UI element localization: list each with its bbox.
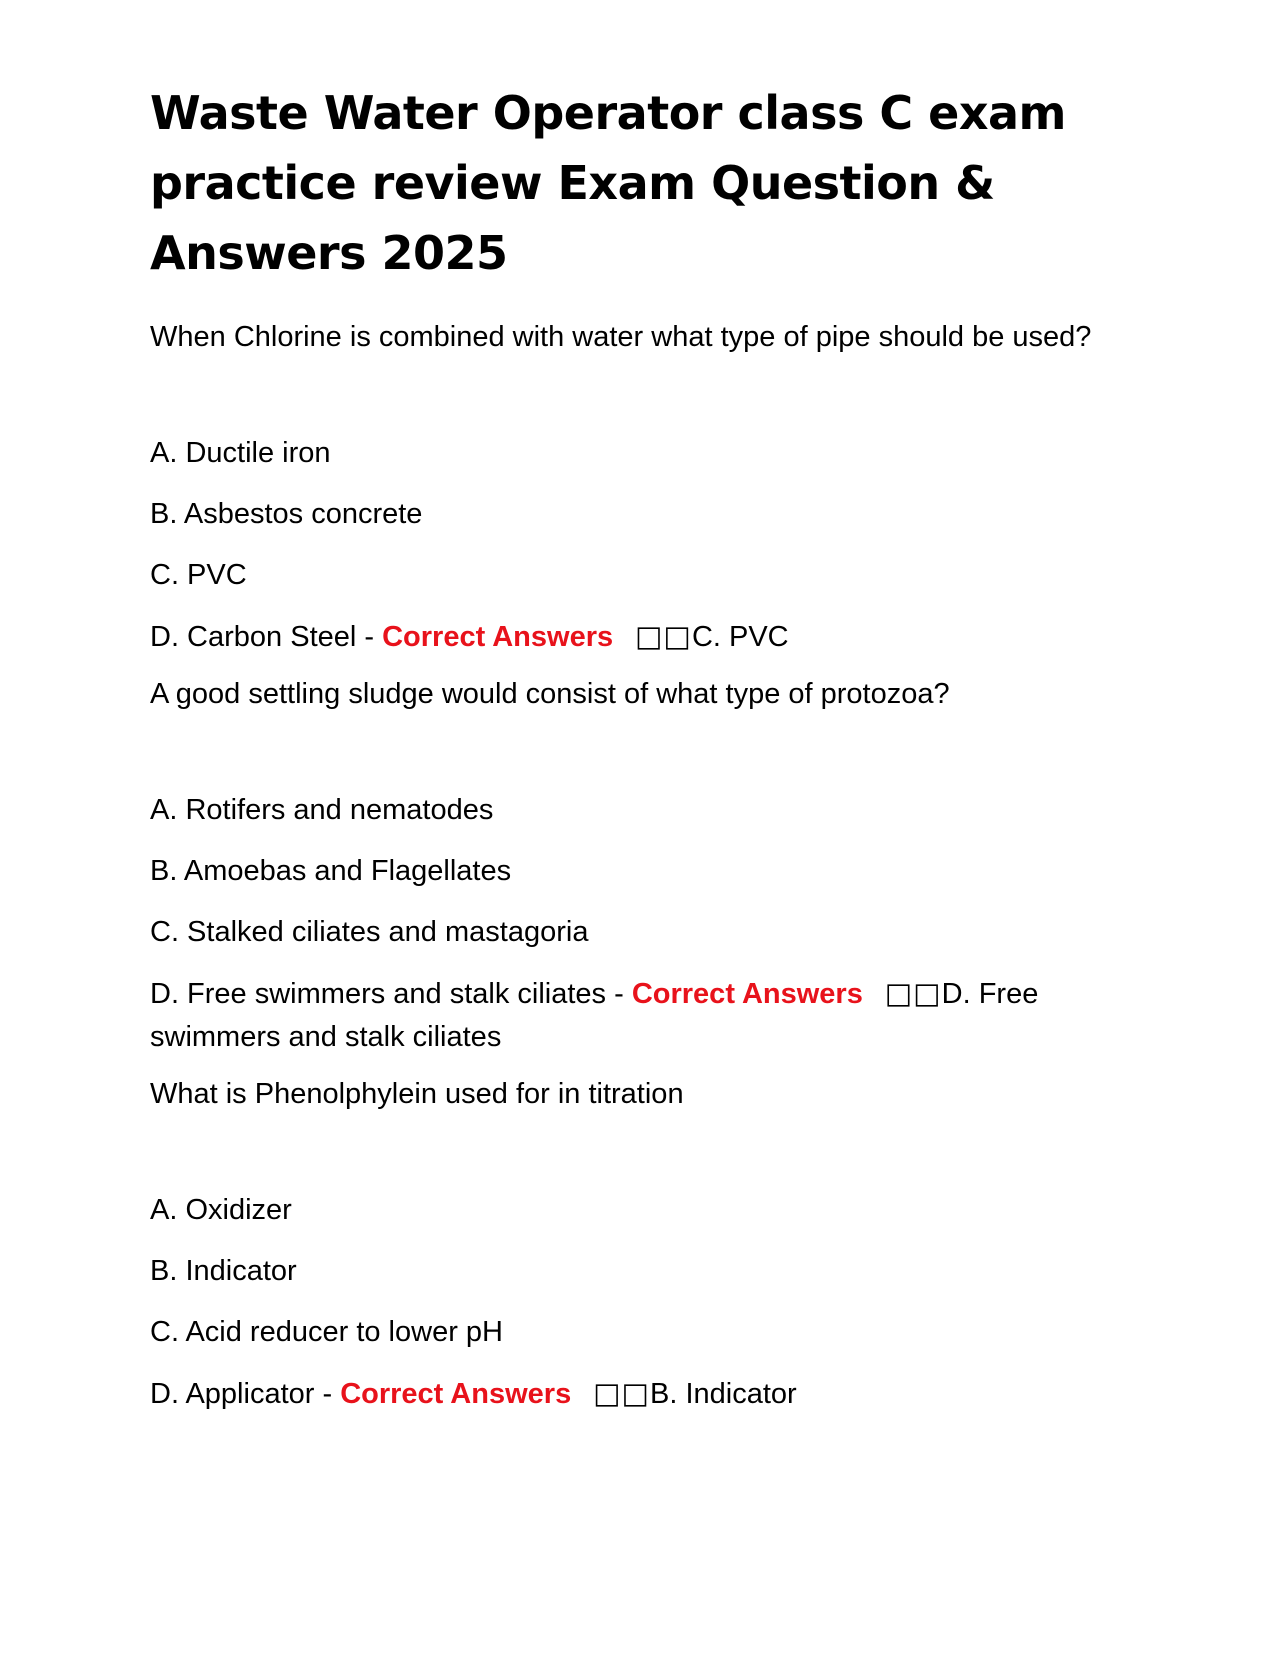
question-block — [150, 1073, 1150, 1416]
correct-answers-label: Correct Answers — [631, 978, 863, 1010]
answer-option: B. Indicator — [150, 1255, 297, 1287]
question-block — [150, 673, 1150, 1059]
answer-option-text: D. Free swimmers and stalk ciliates - — [150, 978, 632, 1010]
correct-answers-label: Correct Answers — [340, 1378, 572, 1410]
question-gap — [150, 716, 1150, 789]
answer-option-with-key — [150, 972, 1150, 1059]
question-gap — [150, 1116, 1150, 1189]
correct-answer-text: C. PVC — [691, 621, 789, 653]
correct-answers-label: Correct Answers — [382, 621, 614, 653]
answer-option-with-key — [150, 1372, 1150, 1416]
answer-option: C. PVC — [150, 559, 247, 591]
missing-glyph-icon: □□ — [884, 976, 942, 1010]
correct-answer-text: B. Indicator — [650, 1378, 797, 1410]
answer-option-with-key — [150, 615, 1150, 659]
question-text: A good settling sludge would consist of what type of protozoa? — [150, 678, 950, 710]
question-text: What is Phenolphylein used for in titration — [150, 1078, 684, 1110]
question-block — [150, 316, 1150, 659]
question-text: When Chlorine is combined with water what type of pipe should be used? — [150, 321, 1092, 353]
answer-option: A. Ductile iron — [150, 437, 331, 469]
answer-option: B. Amoebas and Flagellates — [150, 855, 512, 887]
answer-option: A. Oxidizer — [150, 1194, 292, 1226]
missing-glyph-icon: □□ — [593, 1376, 651, 1410]
answer-option: A. Rotifers and nematodes — [150, 794, 494, 826]
answer-option-text: D. Applicator - — [150, 1378, 341, 1410]
correct-answer-text: D. Free swimmers and stalk ciliates — [150, 978, 1039, 1053]
question-gap — [150, 359, 1150, 432]
answer-option: C. Stalked ciliates and mastagoria — [150, 916, 589, 948]
document-title: Waste Water Operator class C exam practice review Exam Question & Answers 2025 — [150, 86, 1066, 280]
document-page — [150, 78, 1150, 1430]
missing-glyph-icon: □□ — [635, 619, 692, 653]
answer-option: B. Asbestos concrete — [150, 498, 423, 530]
answer-option: C. Acid reducer to lower pH — [150, 1316, 503, 1348]
answer-option-text: D. Carbon Steel - — [150, 621, 383, 653]
